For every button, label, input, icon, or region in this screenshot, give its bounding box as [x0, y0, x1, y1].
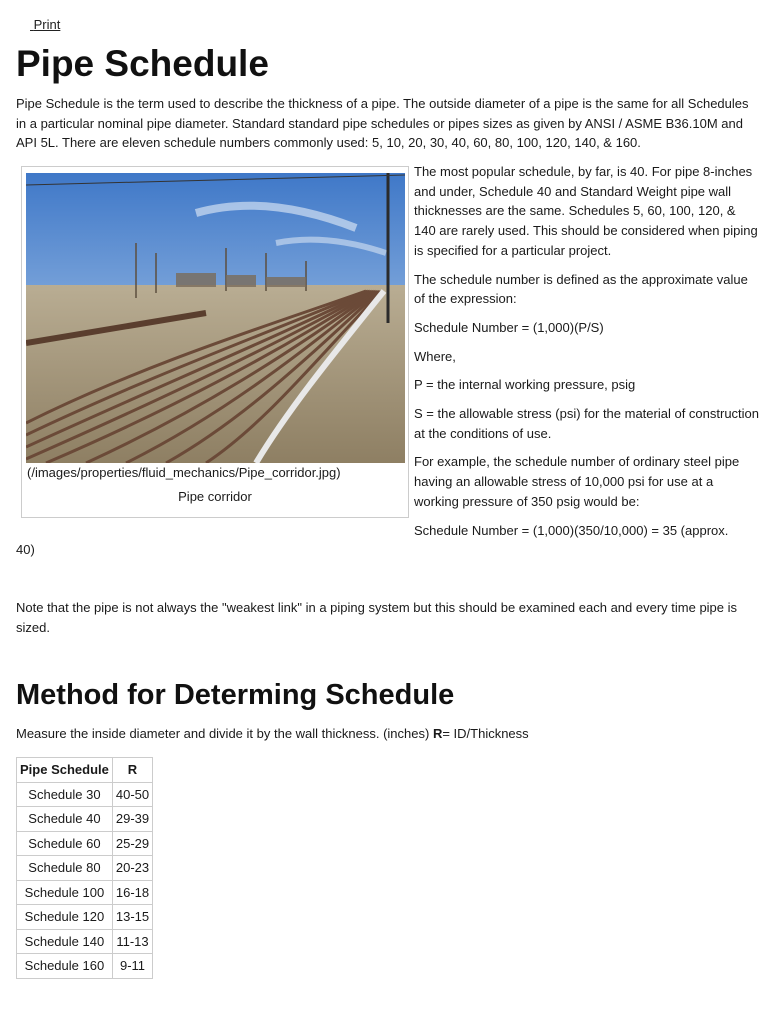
- pipe-corridor-figure: [21, 166, 409, 518]
- r-cell: 20-23: [112, 856, 152, 881]
- schedule-cell: Schedule 40: [17, 807, 113, 832]
- table-row: [17, 782, 153, 807]
- measure-formula: = ID/Thickness: [442, 726, 529, 741]
- schedule-cell: Schedule 80: [17, 856, 113, 881]
- table-row: [17, 905, 153, 930]
- measure-instruction: [16, 724, 529, 743]
- note-paragraph: Note that the pipe is not always the "weakest link" in a piping system but this should be examined each and every time pipe is sized.: [16, 600, 738, 635]
- stress-definition: S = the allowable stress (psi) for the material of construction at the conditions of use.: [414, 406, 760, 441]
- page-title: Pipe Schedule: [16, 43, 269, 84]
- r-cell: 16-18: [112, 880, 152, 905]
- popular-schedule-paragraph: The most popular schedule, by far, is 40. For pipe 8-inches and under, Schedule 40 and Standard Weight pipe wall thicknesses are the same. Schedules 5, 60, 100, 120, & 140 are rarely used. This should be considered when piping is specified for a particular project.: [414, 164, 758, 258]
- schedule-table: [16, 757, 153, 979]
- table-row: [17, 880, 153, 905]
- schedule-cell: Schedule 140: [17, 929, 113, 954]
- r-cell: 29-39: [112, 807, 152, 832]
- header-r: R: [112, 758, 152, 783]
- example-paragraph: For example, the schedule number of ordinary steel pipe having an allowable stress of 10,000 psi for use at a working pressure of 350 psig would be:: [414, 454, 740, 509]
- measure-variable: R: [432, 726, 443, 741]
- example-result-continuation: 40): [16, 542, 35, 557]
- print-link-label: Print: [33, 17, 61, 32]
- header-pipe-schedule: Pipe Schedule: [17, 758, 113, 783]
- pipe-corridor-image: [26, 173, 405, 463]
- figure-caption: Pipe corridor: [178, 489, 252, 504]
- measure-text: Measure the inside diameter and divide it by the wall thickness. (inches): [16, 726, 433, 741]
- where-paragraph: Where,: [414, 348, 456, 364]
- schedule-cell: Schedule 30: [17, 782, 113, 807]
- definition-paragraph: The schedule number is defined as the approximate value of the expression:: [414, 271, 748, 307]
- r-cell: 40-50: [112, 782, 152, 807]
- schedule-cell: Schedule 120: [17, 905, 113, 930]
- figure-image-path: (/images/properties/fluid_mechanics/Pipe_corridor.jpg): [27, 465, 341, 480]
- pressure-definition: P = the internal working pressure, psig: [414, 377, 636, 393]
- example-result: Schedule Number = (1,000)(350/10,000) = 35 (approx.: [414, 522, 729, 538]
- print-link[interactable]: [30, 17, 60, 32]
- schedule-cell: Schedule 160: [17, 954, 113, 979]
- r-cell: 11-13: [112, 929, 152, 954]
- r-cell: 25-29: [112, 831, 152, 856]
- schedule-explanation: [414, 162, 759, 549]
- table-row: [17, 856, 153, 881]
- intro-paragraph: Pipe Schedule is the term used to describe the thickness of a pipe. The outside diameter of a pipe is the same for all Schedules in a particular nominal pipe diameter. Standard standard pipe schedules or pipes sizes as given by ANSI / ASME B36.10M and API 5L. There are eleven schedule numbers commonly used: 5, 10, 20, 30, 40, 60, 80, 100, 120, 140, & 160.: [16, 96, 749, 151]
- r-cell: 13-15: [112, 905, 152, 930]
- r-cell: 9-11: [112, 954, 152, 979]
- table-row: [17, 807, 153, 832]
- schedule-cell: Schedule 60: [17, 831, 113, 856]
- table-row: [17, 954, 153, 979]
- method-heading: Method for Determing Schedule: [16, 679, 455, 711]
- formula-paragraph: Schedule Number = (1,000)(P/S): [414, 319, 604, 335]
- table-row: [17, 929, 153, 954]
- table-row: [17, 831, 153, 856]
- table-header-row: [17, 758, 153, 783]
- schedule-cell: Schedule 100: [17, 880, 113, 905]
